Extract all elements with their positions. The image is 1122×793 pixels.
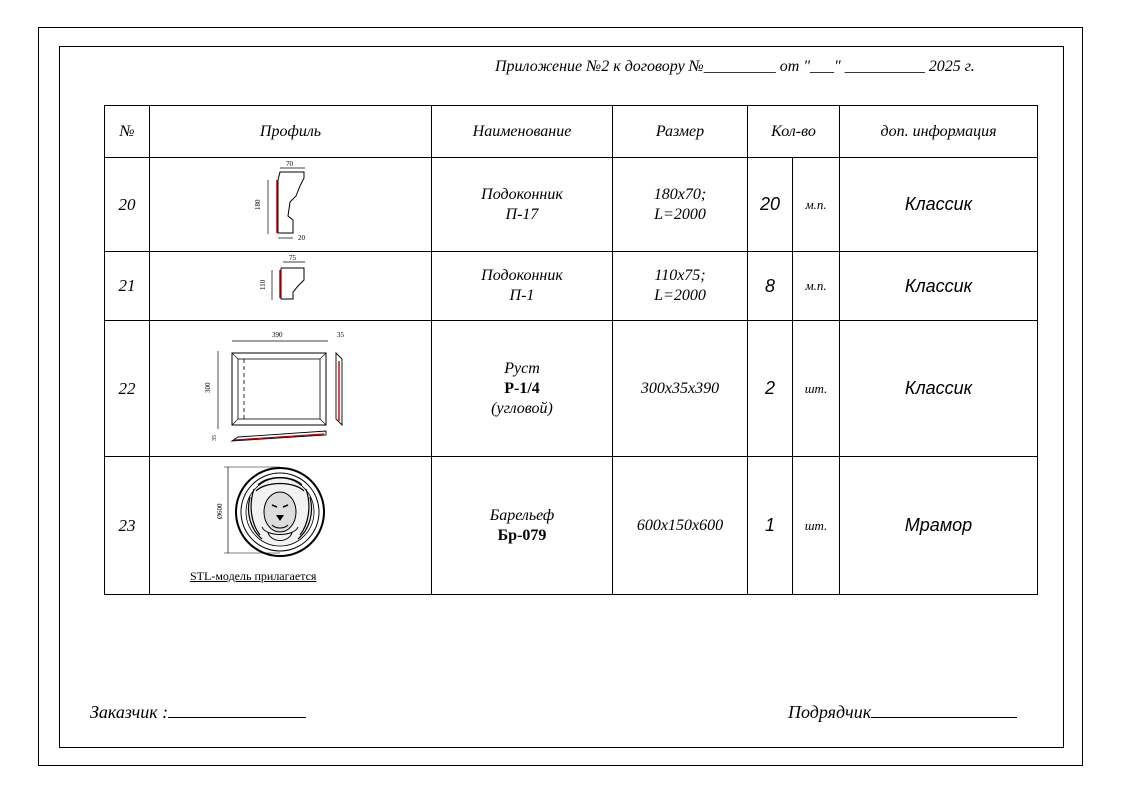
table-row xyxy=(105,158,1038,252)
profile-p17-drawing xyxy=(150,158,431,246)
contractor-label: Подрядчик xyxy=(788,702,872,722)
customer-label: Заказчик : xyxy=(90,702,169,722)
item-size: 180х70; L=2000 xyxy=(613,158,748,252)
profile-p1-drawing xyxy=(150,252,431,315)
col-header-quantity: Кол-во xyxy=(748,106,840,158)
dim-text: 300 xyxy=(204,382,212,393)
profile-drawing-cell xyxy=(150,158,432,252)
item-quantity: 1 xyxy=(748,457,793,595)
col-header-number: № xyxy=(105,106,150,158)
customer-signature-line xyxy=(168,717,306,718)
profile-drawing-cell xyxy=(150,457,432,595)
customer-signature xyxy=(90,702,306,723)
dim-text: 70 xyxy=(286,160,293,168)
dim-text: 180 xyxy=(254,199,262,210)
contractor-signature-line xyxy=(871,717,1017,718)
item-info: Классик xyxy=(840,252,1038,321)
item-name: Подоконник П-1 xyxy=(432,252,613,321)
item-size: 600х150х600 xyxy=(613,457,748,595)
item-name: Руст Р-1/4 (угловой) xyxy=(432,321,613,457)
lion-head-icon xyxy=(236,468,324,556)
dim-text: 35 xyxy=(337,331,344,339)
item-unit: шт. xyxy=(793,321,840,457)
col-header-info: доп. информация xyxy=(840,106,1038,158)
dim-text: 390 xyxy=(272,331,283,339)
dim-text: Ø600 xyxy=(216,503,224,519)
item-quantity: 8 xyxy=(748,252,793,321)
item-unit: м.п. xyxy=(793,252,840,321)
rust-corner-drawing xyxy=(150,321,431,451)
item-quantity: 2 xyxy=(748,321,793,457)
item-info: Мрамор xyxy=(840,457,1038,595)
row-number: 22 xyxy=(105,321,150,457)
row-number: 20 xyxy=(105,158,150,252)
table-row xyxy=(105,457,1038,595)
stl-note: STL-модель прилагается xyxy=(190,569,317,583)
dim-text: 110 xyxy=(259,279,267,290)
item-info: Классик xyxy=(840,321,1038,457)
dim-text: 20 xyxy=(298,234,305,242)
table-row xyxy=(105,321,1038,457)
item-unit: м.п. xyxy=(793,158,840,252)
profile-drawing-cell xyxy=(150,252,432,321)
col-header-name: Наименование xyxy=(432,106,613,158)
row-number: 21 xyxy=(105,252,150,321)
row-number: 23 xyxy=(105,457,150,595)
item-size: 300х35х390 xyxy=(613,321,748,457)
table-header-row xyxy=(105,106,1038,158)
item-unit: шт. xyxy=(793,457,840,595)
dim-text: 35 xyxy=(212,435,218,441)
specification-table xyxy=(104,105,1038,595)
item-size: 110х75; L=2000 xyxy=(613,252,748,321)
item-quantity: 20 xyxy=(748,158,793,252)
dim-text: 75 xyxy=(289,254,296,262)
appendix-header: Приложение №2 к договору №_________ от "___" __________ 2025 г. xyxy=(495,58,975,75)
profile-drawing-cell xyxy=(150,321,432,457)
item-name: Барельеф Бр-079 xyxy=(432,457,613,595)
col-header-profile: Профиль xyxy=(150,106,432,158)
table-row xyxy=(105,252,1038,321)
item-info: Классик xyxy=(840,158,1038,252)
contractor-signature xyxy=(788,702,1017,723)
item-name: Подоконник П-17 xyxy=(432,158,613,252)
col-header-size: Размер xyxy=(613,106,748,158)
